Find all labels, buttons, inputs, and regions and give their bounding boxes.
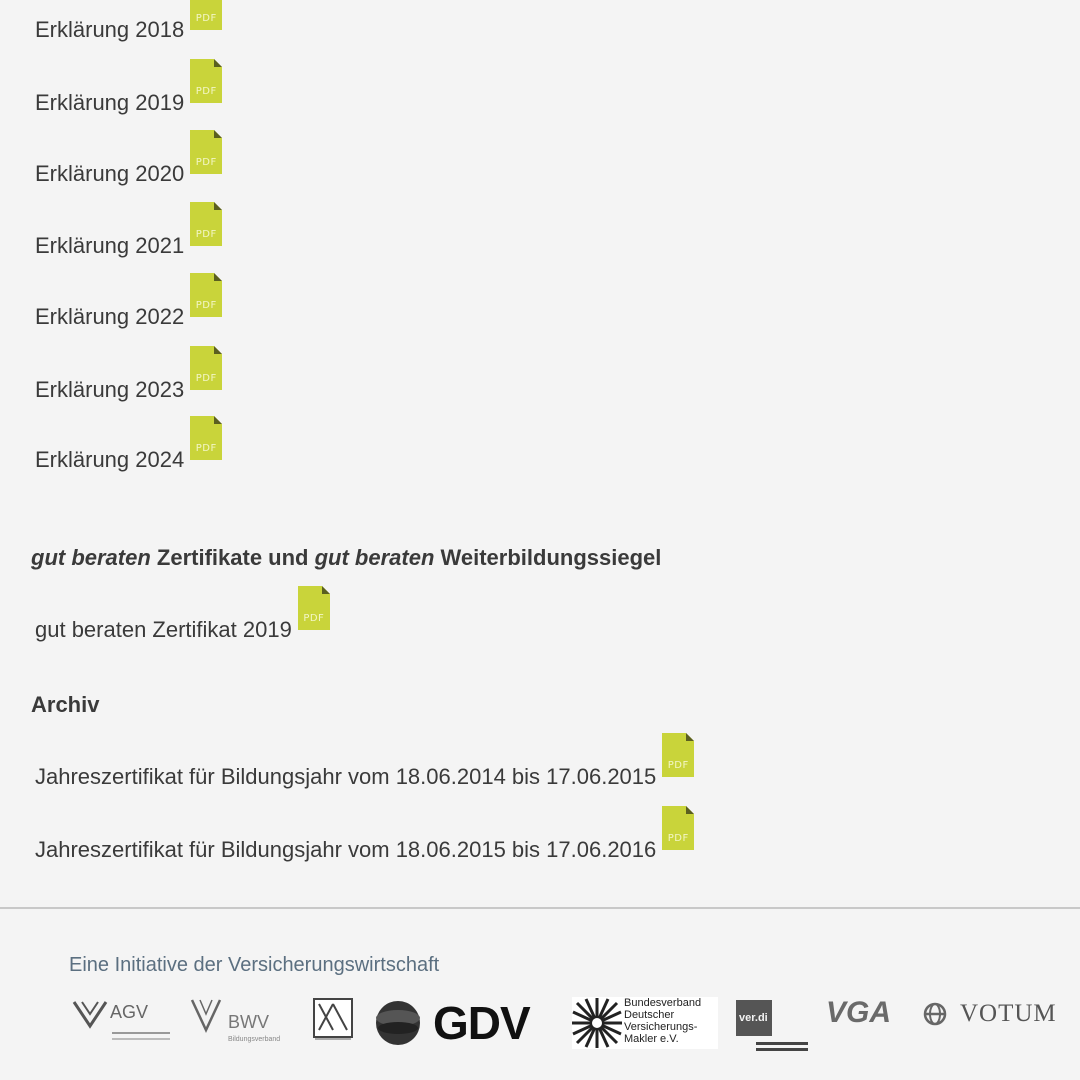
document-link[interactable]: Erklärung 2024 [35, 447, 185, 472]
document-row-2018[interactable] [35, 0, 222, 42]
agv-logo-text: AGV [110, 1002, 149, 1022]
document-link[interactable]: Erklärung 2020 [35, 161, 185, 186]
verdi-logo[interactable] [736, 1000, 810, 1058]
pdf-icon[interactable]: PDF [298, 586, 330, 630]
heading-brand: gut beraten [31, 545, 151, 570]
pdf-icon[interactable]: PDF [190, 130, 222, 174]
document-link[interactable]: Erklärung 2022 [35, 304, 185, 329]
bdvm-logo-text: Bundesverband Deutscher Versicherungs- Makler e.V. [624, 997, 702, 1045]
document-row[interactable] [35, 416, 222, 472]
pdf-icon[interactable]: PDF [662, 806, 694, 850]
document-link[interactable]: Erklärung 2019 [35, 90, 185, 115]
vga-logo-text: VGA [826, 996, 892, 1029]
pdf-icon[interactable]: PDF [190, 273, 222, 317]
archive-row[interactable] [35, 733, 694, 789]
vga-logo[interactable] [826, 996, 906, 1032]
document-row[interactable] [35, 202, 222, 258]
certificates-heading [31, 545, 661, 571]
pdf-icon[interactable]: PDF [662, 733, 694, 777]
verdi-logo-text: ver.di [739, 1012, 768, 1024]
archive-link[interactable]: Jahreszertifikat für Bildungsjahr vom 18.06.2014 bis 17.06.2015 [35, 764, 657, 789]
bwv-logo[interactable] [190, 998, 300, 1046]
pdf-icon[interactable]: PDF [190, 59, 222, 103]
pdf-icon[interactable]: PDF [190, 202, 222, 246]
document-row[interactable] [35, 130, 222, 186]
bildung-seal-logo[interactable] [313, 998, 355, 1042]
bdvm-logo[interactable] [572, 997, 718, 1049]
footer-tagline: Eine Initiative der Versicherungswirtschaft [69, 954, 440, 976]
document-row[interactable] [35, 346, 222, 402]
document-link[interactable]: Erklärung 2018 [35, 17, 185, 42]
document-row[interactable] [35, 59, 222, 115]
archive-heading: Archiv [31, 692, 100, 717]
votum-logo[interactable] [922, 1000, 1062, 1032]
heading-text: Weiterbildungssiegel [434, 545, 662, 570]
agv-logo[interactable] [72, 998, 182, 1046]
certificate-link[interactable]: gut beraten Zertifikat 2019 [35, 617, 292, 642]
gdv-logo[interactable] [433, 996, 553, 1049]
document-link[interactable]: Erklärung 2021 [35, 233, 185, 258]
heading-brand: gut beraten [314, 545, 435, 570]
pdf-icon[interactable]: PDF [190, 346, 222, 390]
document-link[interactable]: Erklärung 2023 [35, 377, 185, 402]
gdv-logo-text: GDV [433, 997, 530, 1049]
circles-logo[interactable] [375, 1000, 423, 1046]
bwv-logo-text: BWV [228, 1012, 270, 1032]
footer-divider [0, 907, 1080, 909]
certificate-row[interactable] [35, 586, 330, 642]
votum-logo-text: VOTUM [960, 1000, 1057, 1027]
heading-text: Zertifikate und [150, 545, 315, 570]
archive-row[interactable] [35, 806, 694, 862]
bwv-logo-subtext: Bildungsverband [228, 1036, 281, 1043]
archive-link[interactable]: Jahreszertifikat für Bildungsjahr vom 18.06.2015 bis 17.06.2016 [35, 837, 657, 862]
pdf-icon[interactable]: PDF [190, 0, 222, 30]
pdf-icon[interactable]: PDF [190, 416, 222, 460]
document-row[interactable] [35, 273, 222, 329]
